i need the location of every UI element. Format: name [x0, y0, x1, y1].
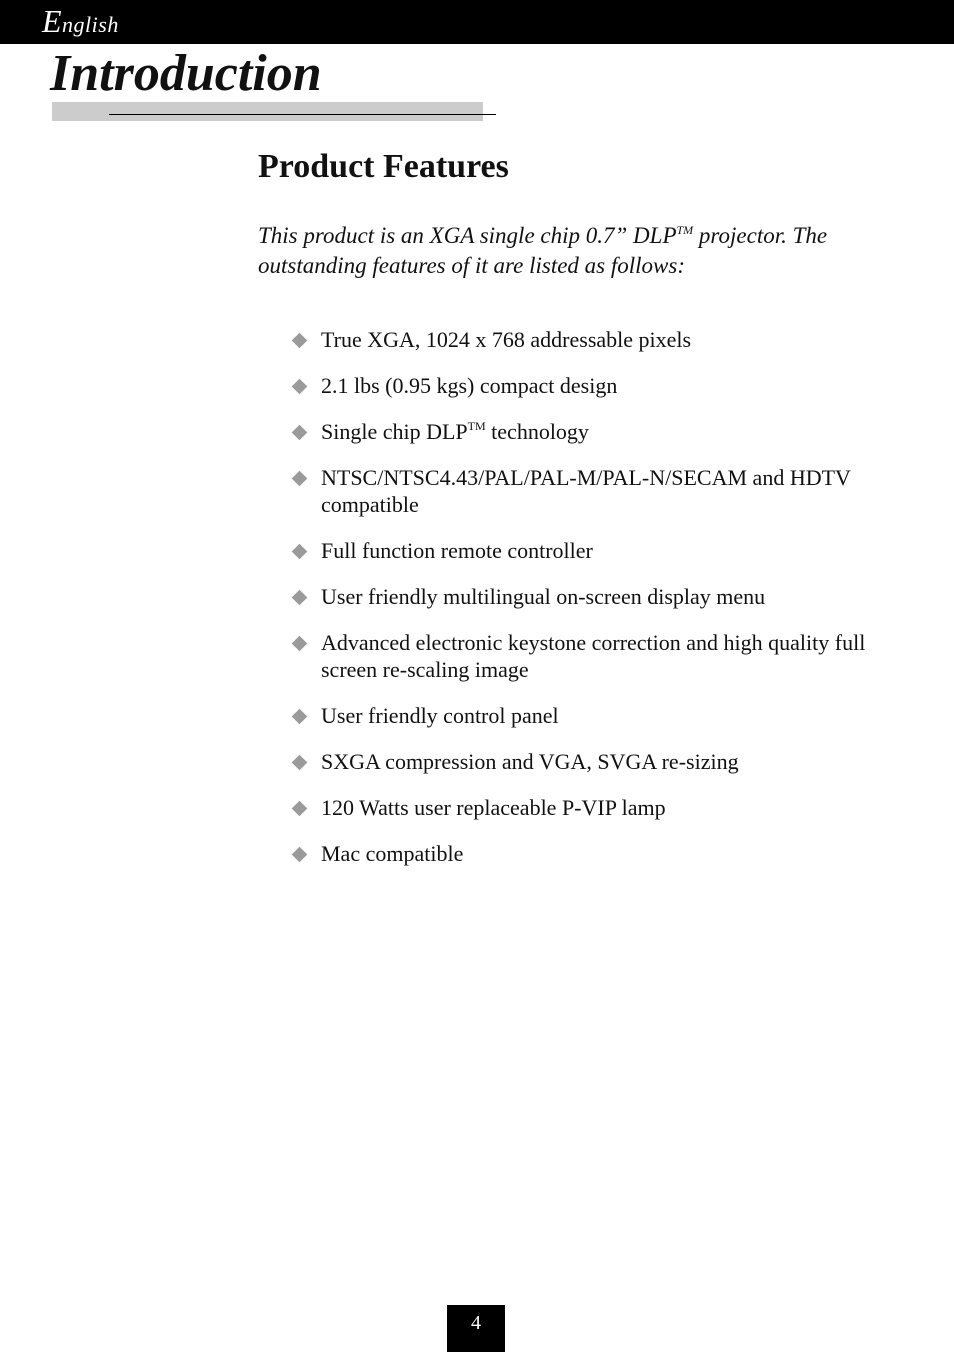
diamond-bullet-icon — [292, 709, 308, 725]
feature-list — [290, 326, 890, 886]
feature-item — [290, 840, 890, 867]
language-label — [42, 3, 119, 40]
trademark-superscript: TM — [467, 419, 486, 433]
feature-text: User friendly multilingual on-screen display menu — [321, 584, 766, 609]
feature-text: Single chip DLP — [321, 419, 468, 444]
feature-item — [290, 464, 890, 518]
feature-item — [290, 326, 890, 353]
diamond-bullet-icon — [292, 636, 308, 652]
feature-item — [290, 629, 890, 683]
diamond-bullet-icon — [292, 755, 308, 771]
feature-text: Mac compatible — [321, 841, 464, 866]
diamond-bullet-icon — [292, 590, 308, 606]
language-label-initial: E — [42, 3, 63, 39]
chapter-title: Introduction — [50, 45, 322, 102]
feature-item — [290, 748, 890, 775]
feature-text: Advanced electronic keystone correction and high quality full screen re-scaling image — [321, 630, 866, 682]
diamond-bullet-icon — [292, 333, 308, 349]
feature-text: 2.1 lbs (0.95 kgs) compact design — [321, 373, 618, 398]
title-underbar — [52, 102, 483, 121]
language-label-rest: nglish — [62, 12, 119, 37]
feature-text: User friendly control panel — [321, 703, 559, 728]
diamond-bullet-icon — [292, 801, 308, 817]
feature-text: NTSC/NTSC4.43/PAL/PAL-M/PAL-N/SECAM and HDTV compatible — [321, 465, 851, 517]
intro-text-end: projector. The outstanding features of it are listed as follows: — [258, 223, 828, 278]
intro-text-start: This product is an XGA single chip 0.7” DLP — [258, 223, 677, 248]
feature-text: SXGA compression and VGA, SVGA re-sizing — [321, 749, 739, 774]
feature-item — [290, 583, 890, 610]
diamond-bullet-icon — [292, 471, 308, 487]
page-number-box — [447, 1305, 505, 1352]
diamond-bullet-icon — [292, 847, 308, 863]
feature-item — [290, 372, 890, 399]
feature-text: 120 Watts user replaceable P-VIP lamp — [321, 795, 666, 820]
feature-text-suffix: technology — [485, 419, 589, 444]
trademark-superscript: TM — [676, 223, 694, 237]
section-heading: Product Features — [258, 148, 509, 185]
feature-item — [290, 537, 890, 564]
diamond-bullet-icon — [292, 425, 308, 441]
feature-text: True XGA, 1024 x 768 addressable pixels — [321, 327, 692, 352]
intro-paragraph — [258, 221, 908, 281]
feature-text: Full function remote controller — [321, 538, 593, 563]
diamond-bullet-icon — [292, 544, 308, 560]
feature-item — [290, 794, 890, 821]
diamond-bullet-icon — [292, 379, 308, 395]
page-number: 4 — [471, 1312, 481, 1334]
title-rule — [109, 114, 496, 115]
language-header-bar — [0, 0, 954, 44]
feature-item — [290, 702, 890, 729]
feature-item — [290, 418, 890, 445]
